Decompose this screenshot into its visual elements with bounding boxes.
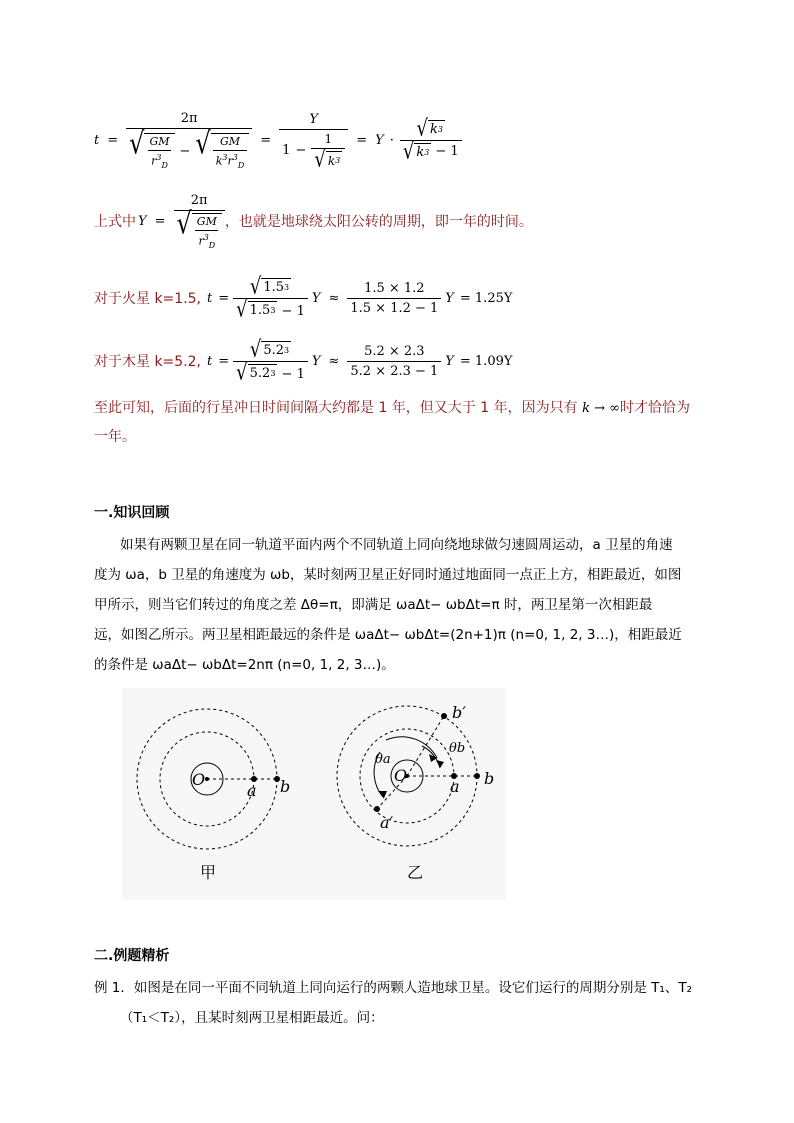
example-1: 例 1．如图是在同一平面不同轨道上同向运行的两颗人造地球卫星。设它们运行的周期分别是 T₁、T₂ （T₁＜T₂），且某时刻两卫星相距最近。问： — [94, 980, 692, 1026]
label-o-left: O — [192, 770, 206, 789]
formula-fraction-1: 2π √ $\frac{GM}{r^3_D}$ − √ $\frac{GM}{k^3r^3_D}$ — [126, 111, 252, 170]
orbit-figure — [122, 688, 506, 900]
label-theta-b: θb — [449, 741, 466, 756]
label-a-left: a — [247, 781, 257, 800]
label-a-right: a — [450, 777, 460, 796]
formula-fraction-2: Y 1 − 1 √ k 3 — [279, 112, 348, 169]
label-b-left: b — [280, 777, 291, 796]
orbit-diagram — [122, 688, 506, 900]
arrow-theta-b — [436, 760, 444, 768]
label-b-right: b — [484, 769, 495, 788]
review-paragraph: 如果有两颗卫星在同一轨道平面内两个不同轨道上同向绕地球做匀速圆周运动，a 卫星的角速 度为 ωa，b 卫星的角速度为 ωb，某时刻两卫星正好同时通过地面同一点正上方，相距最近，如图 甲所示，则当它们转过的角度之差 Δθ=π，即满足 ωaΔt− ωbΔt=π 时，两卫星第一次相距最 远，如图乙所示。两卫星相距最远的条件是 ωaΔt− ωbΔt=(2n+1)π (n=0, 1, 2, 3…)，相距最近 的条件是 ωaΔt− ωbΔt=2nπ (n=0, 1, 2, 3…)。 — [94, 537, 682, 673]
label-b-prime: b′ — [452, 703, 466, 722]
label-a-prime: a′ — [380, 813, 394, 832]
satellite-a-prime — [374, 806, 380, 812]
center-dot-left — [205, 777, 209, 781]
caption-yi: 乙 — [407, 863, 424, 882]
section-title-review: 一.知识回顾 — [94, 505, 170, 521]
formula-period: t = 2π √ $\frac{GM}{r^3_D}$ − √ $\frac{GM}{k^3r^3_D}$ = Y 1 − 1 √ k 3 = Y · √ k 3 √ k 3 − 1 — [94, 100, 462, 180]
mars-line: 对于火星 k=1.5, t = √ 1.5 3 √ 1.5 3 − 1 Y ≈ $\frac{1.5 \times 1.2}{1.5 \times 1.2 - 1}$ Y = 1.25Y — [94, 272, 513, 322]
label-o-right: O — [394, 766, 408, 785]
definition-line: 上式中 Y = 2π √ $\frac{GM}{r^3_D}$ ，也就是地球绕太阳公转的周期，即一年的时间。 — [94, 192, 533, 250]
section-title-examples: 二.例题精析 — [94, 948, 170, 964]
caption-jia: 甲 — [200, 863, 217, 882]
satellite-b-prime — [441, 713, 447, 719]
satellite-b-right — [474, 773, 480, 779]
formula-fraction-3: √ k 3 √ k 3 − 1 — [400, 120, 462, 161]
jupiter-line: 对于木星 k=5.2, t = √ 5.2 3 √ 5.2 3 − 1 Y ≈ $\frac{5.2 \times 2.3}{5.2 \times 2.3 - 1}$ Y = 1.09Y — [94, 335, 513, 385]
conclusion-paragraph: 至此可知，后面的行星冲日时间间隔大约都是 1 年，但又大于 1 年，因为只有 k → ∞时才恰恰为 一年。 — [94, 400, 690, 445]
formula-t: t — [94, 132, 100, 148]
label-theta-a: θa — [375, 752, 391, 767]
